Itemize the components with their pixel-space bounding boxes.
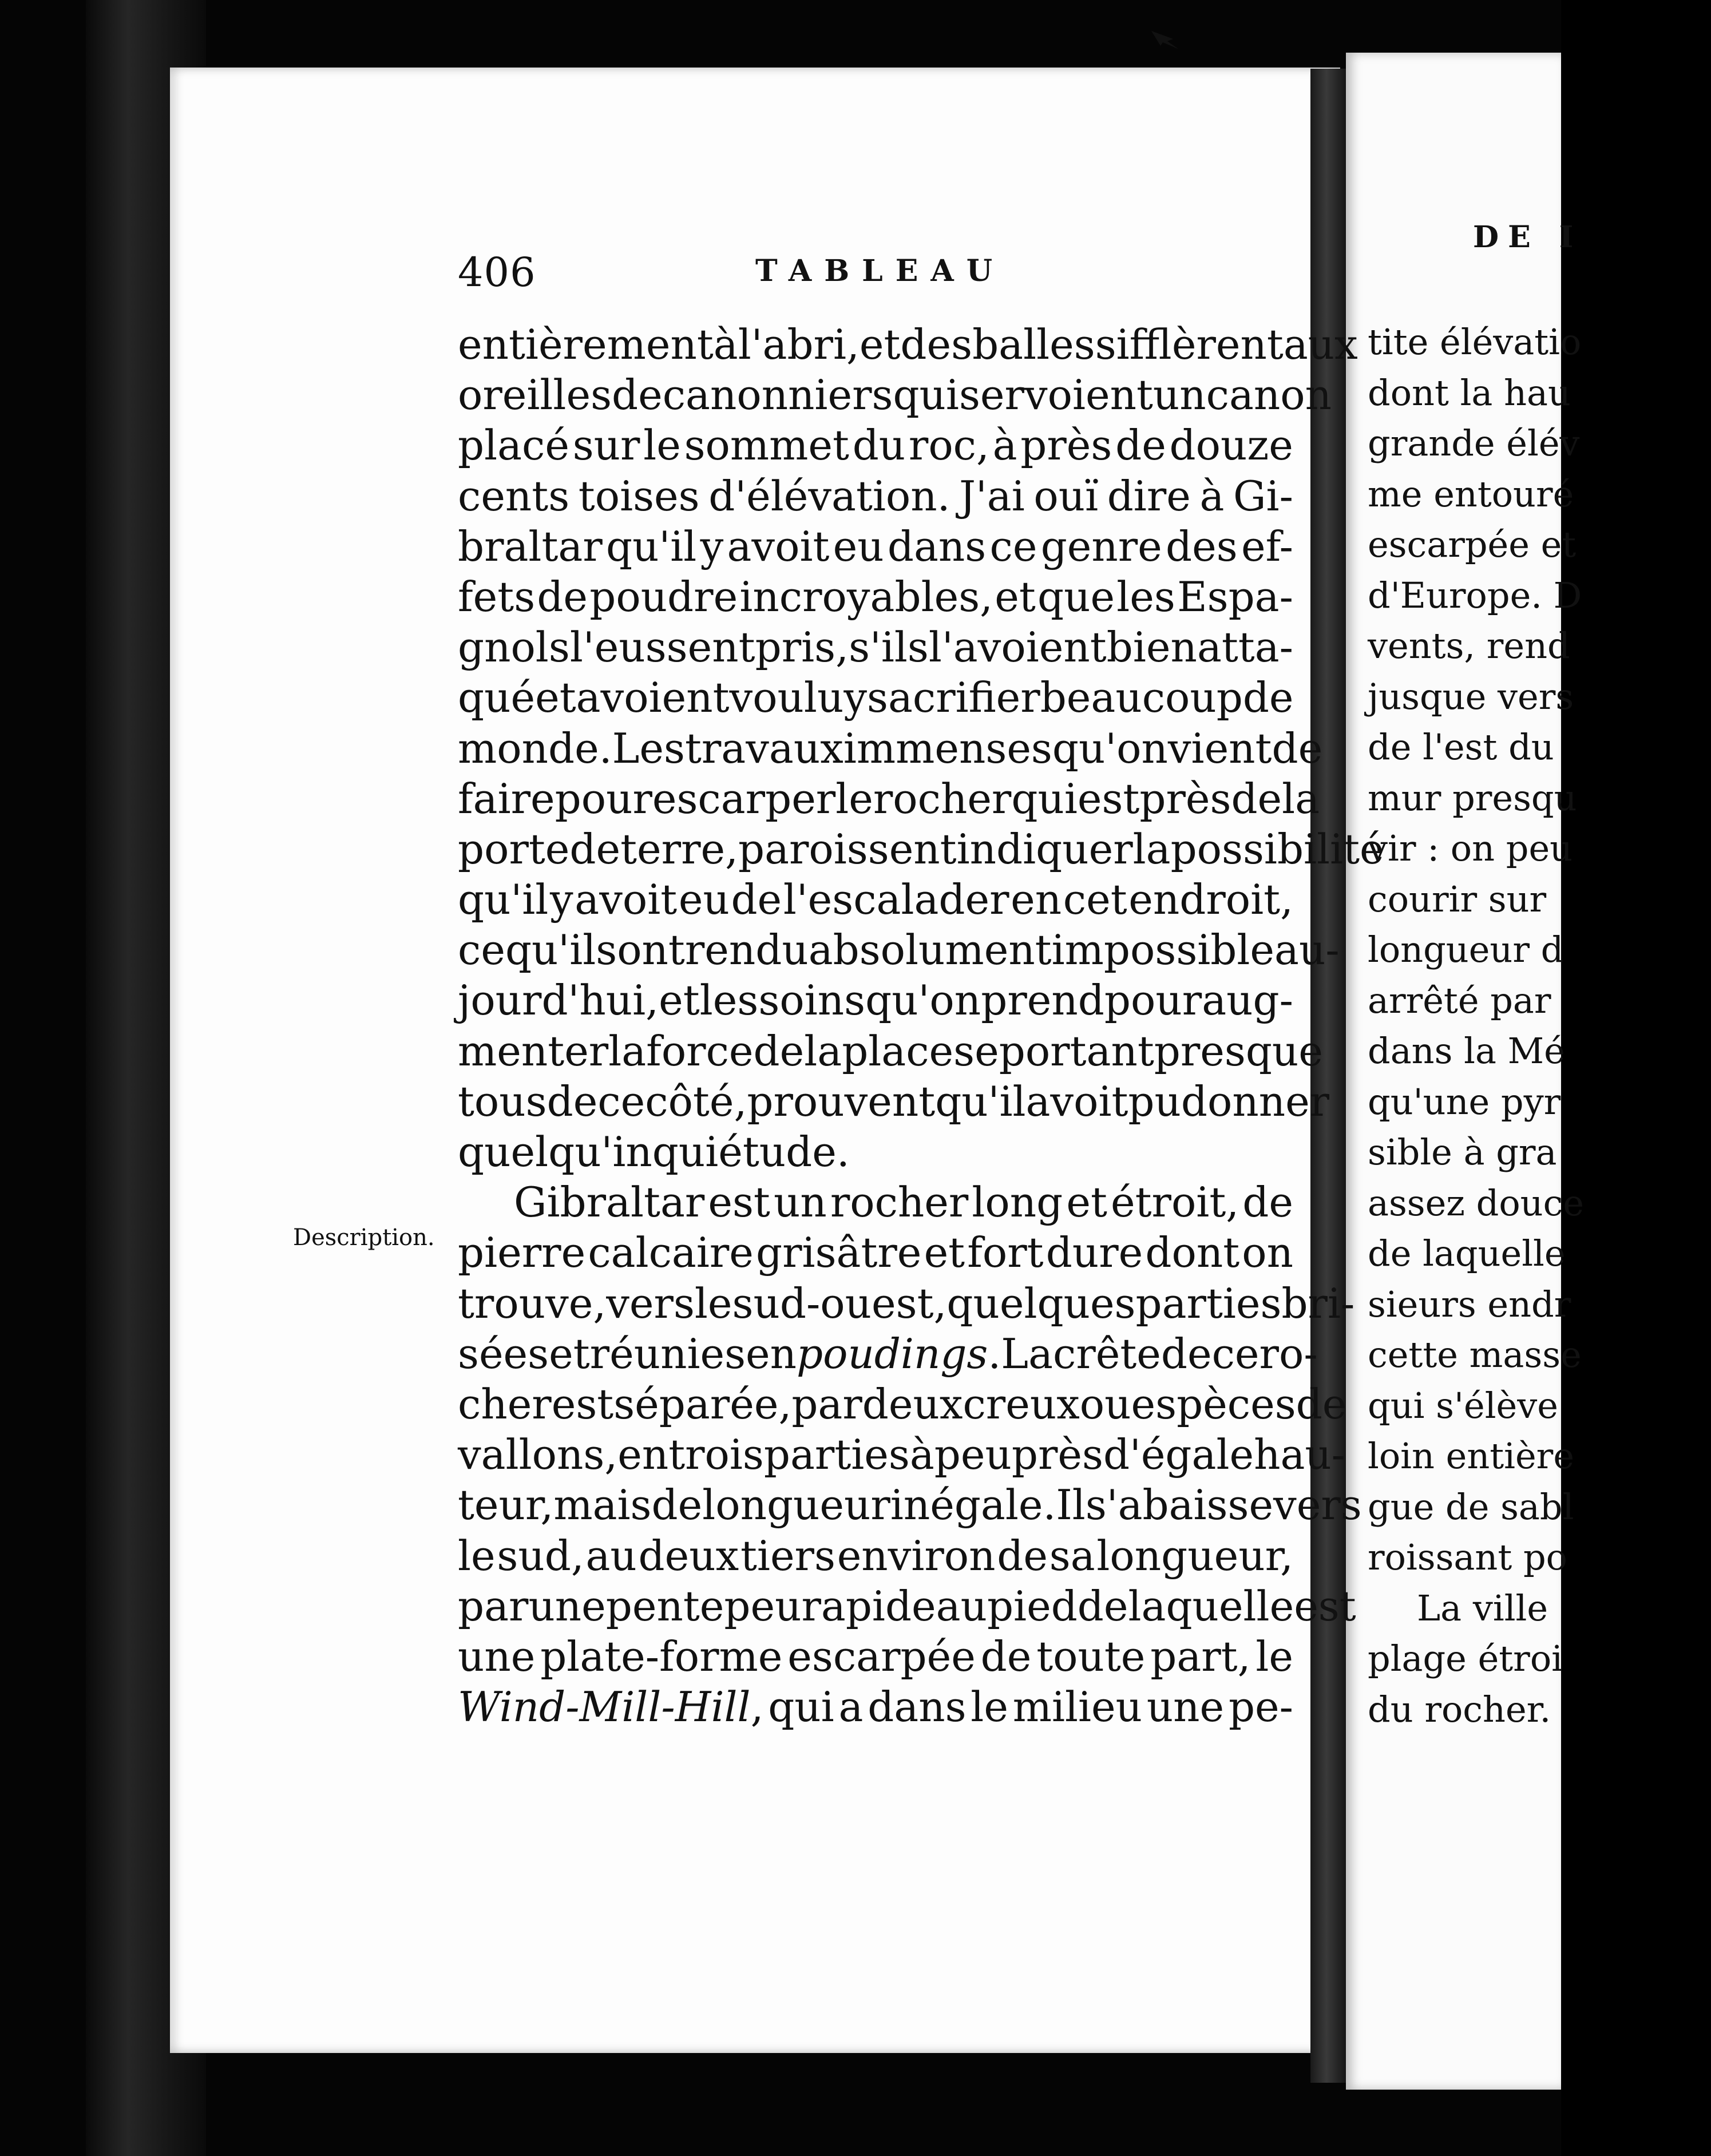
text-line: fets de poudre incroyables, et que les Espa- [458, 572, 1293, 621]
text-line: oreilles de canonniers qui servoient un canon [458, 371, 1332, 419]
text-line: par une pente peu rapide au pied de laquelle est [458, 1582, 1356, 1630]
body-text [458, 319, 1384, 1732]
text-line: tous de ce côté, prouvent qu'il avoit pu donner [458, 1077, 1330, 1125]
text-line: une plate-forme escarpée de toute part, le [458, 1632, 1293, 1681]
text-line: porte de terre,paroissent indiquer la possibilité [458, 825, 1384, 873]
text-line: placé sur le sommet du roc, à près de douze [458, 421, 1293, 470]
text-line: Wind-Mill-Hill, qui a dans le milieu une pe- [458, 1683, 1293, 1731]
text-line: cher est séparée, par deux creux ou espèces de [458, 1380, 1347, 1428]
text-line: qué et avoient voulu y sacrifier beaucoup de [458, 673, 1294, 722]
text-line: monde. Les travaux immenses qu'on vient de [458, 724, 1323, 772]
right-text-line: arrêté par [1368, 979, 1551, 1021]
text-line: ce qu'ils ont rendu absolument impossible au- [458, 926, 1340, 974]
right-text-line: qui s'élève [1368, 1384, 1558, 1426]
text-line: quelqu'inquiétude. [458, 1128, 850, 1176]
right-text-line: jusque vers [1368, 675, 1574, 718]
right-text-line: roissant po [1368, 1536, 1567, 1578]
right-text-line: vir : on peu [1368, 827, 1573, 869]
text-line: jourd'hui, et les soins qu'on prend pour aug- [458, 976, 1293, 1025]
text-line: pierre calcaire grisâtre et fort dure dont on [458, 1228, 1293, 1277]
text-line: qu'il y avoit eu de l'escalader en cet endroit, [458, 875, 1293, 924]
text-line: sées et réunies en poudings. La crête de ce ro- [458, 1329, 1318, 1378]
text-line: teur, mais de longueur inégale. Il s'abaisse vers [458, 1481, 1362, 1529]
right-text-line: qu'une pyr [1368, 1080, 1561, 1123]
scan-corner-mark [1150, 29, 1182, 51]
right-text-line: tite élévatio [1368, 321, 1582, 363]
page-header [458, 249, 1293, 300]
text-line: braltar qu'il y avoit eu dans ce genre des ef- [458, 522, 1293, 570]
right-text-line: vents, rend [1368, 625, 1570, 667]
text-line: Gibraltar est un rocher long et étroit, de [514, 1178, 1293, 1227]
right-text-line: gue de sabl [1368, 1485, 1574, 1528]
right-text-line: dans la Mé [1368, 1030, 1565, 1072]
text-line: trouve, vers le sud-ouest, quelques parties bri- [458, 1279, 1355, 1327]
right-text-line: d'Europe. D [1368, 574, 1582, 616]
text-line: vallons, en trois parties à peu près d'égale hau- [458, 1430, 1346, 1479]
page-number: 406 [458, 249, 536, 296]
right-text-line: grande élév [1368, 422, 1580, 464]
running-title: TABLEAU [755, 253, 1005, 288]
right-text-line: me entouré [1368, 473, 1574, 515]
text-line: menter la force de la place se portant presque [458, 1027, 1323, 1075]
text-line: faire pour escarper le rocher qui est près de la [458, 774, 1320, 823]
right-text-line: courir sur [1368, 878, 1547, 920]
right-text-line: dont la hau [1368, 371, 1571, 414]
right-text-line: sible à gra [1368, 1131, 1557, 1173]
right-text-line: du rocher. [1368, 1688, 1551, 1730]
right-running-title: DE I [1473, 220, 1583, 255]
right-text-line: assez douce [1368, 1182, 1585, 1224]
right-text-line: mur presqu [1368, 776, 1577, 819]
margin-note: Description. [293, 1224, 435, 1251]
right-text-column [1368, 317, 1711, 1735]
right-text-line: de l'est du [1368, 726, 1554, 768]
right-text-line: plage étroi [1368, 1638, 1563, 1679]
text-line: entièrement à l'abri ,et des balles sifflèrent aux [458, 320, 1358, 368]
right-text-line: sieurs endr [1368, 1283, 1571, 1325]
text-line: cents toises d'élévation. J'ai ouï dire à Gi- [458, 471, 1293, 520]
right-text-line: longueur d [1368, 929, 1564, 970]
right-text-line: escarpée et [1368, 524, 1577, 565]
text-line: le sud, au deux tiers environ de sa longueur, [458, 1531, 1293, 1580]
text-line: gnols l'eussent pris, s'ils l'avoient bien atta- [458, 623, 1293, 672]
right-text-line: La ville [1417, 1587, 1548, 1629]
right-text-line: de laquelle [1368, 1232, 1566, 1274]
right-text-line: loin entière [1368, 1435, 1575, 1477]
right-text-line: cette masse [1368, 1334, 1582, 1376]
right-page [1346, 53, 1585, 2090]
